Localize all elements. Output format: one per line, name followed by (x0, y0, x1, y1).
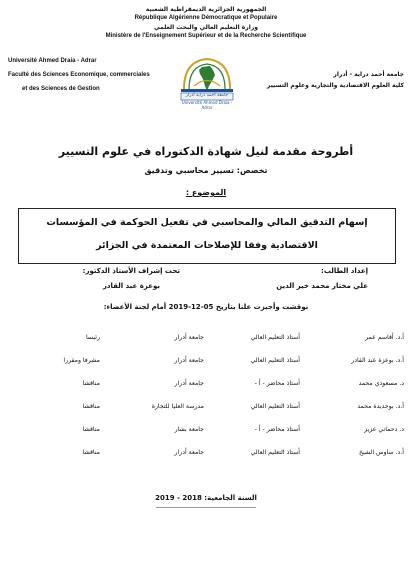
jury-row (0, 334, 412, 346)
jury-member-rank: أستاذ التعليم العالي (250, 403, 300, 410)
jury-member-institution: جامعة أدرار (174, 357, 204, 364)
jury-member-name: أ.د. ساوس الشيخ (359, 449, 404, 456)
jury-member-rank: أستاذ التعليم العالي (250, 449, 300, 456)
thesis-title: أطروحة مقدمة لنيل شهادة الدكتوراه في علوم التسيير (58, 145, 354, 158)
jury-member-rank: أستاذ محاضر - أ - (254, 380, 300, 387)
supervisor-name: بوعزة عبد القادر (102, 282, 160, 290)
jury-member-role: مناقشا (82, 403, 100, 410)
jury-member-role: مشرفا ومقررا (63, 357, 100, 364)
jury-member-institution: جامعة أدرار (174, 334, 204, 341)
jury-member-rank: أستاذ محاضر - أ - (254, 426, 300, 433)
faculty-fr-line1: Faculté des Sciences Economique, commerciales (8, 72, 150, 78)
jury-member-role: رئيسا (86, 334, 100, 341)
jury-member-rank: أستاذ التعليم العالي (250, 357, 300, 364)
student-name: علي مختار محمد خير الدين (276, 282, 368, 290)
jury-member-name: د. دحماني عزيز (364, 426, 404, 433)
jury-member-institution: جامعة أدرار (174, 380, 204, 387)
jury-row (0, 449, 412, 461)
academic-year-value: 2018 - 2019 (155, 494, 202, 502)
jury-member-rank: أستاذ التعليم العالي (250, 334, 300, 341)
jury-member-institution: جامعة أدرار (174, 449, 204, 456)
faculty-ar: كلية العلوم الاقتصادية والتجارية وعلوم التسيير (266, 82, 404, 89)
jury-row (0, 357, 412, 369)
defense-date-line: نوقشت وأجيزت علنا بتاريخ 05-12-2019 أمام لجنة الأعضاء: (103, 303, 309, 311)
university-ar: جامعة أحمد دراية - أدرار (333, 71, 404, 78)
university-fr: Université Ahmed Draia - Adrar (8, 58, 97, 64)
jury-member-name: أ.د. بوحديدة محمد (357, 403, 404, 410)
university-logo (176, 53, 238, 109)
jury-member-role: مناقشا (82, 426, 100, 433)
republic-ar: الجمهورية الجزائرية الديمقراطية الشعبية (145, 6, 267, 13)
jury-row (0, 380, 412, 392)
supervisor-label: تحت إشراف الأستاذ الدكتور: (82, 267, 180, 275)
student-label: إعداد الطالب: (321, 267, 368, 275)
subject-line-1: إسهام التدقيق المالي والمحاسبي في تفعيل الحوكمة في المؤسسات (46, 217, 368, 228)
jury-member-role: مناقشا (82, 449, 100, 456)
footer-divider (156, 507, 256, 508)
jury-member-name: أ.د. أقاسم عمر (365, 334, 404, 341)
academic-year-label: السنة الجامعية: (204, 494, 257, 502)
ministry-ar: وزارة التعليم العالي والبحث العلمي (153, 24, 258, 31)
jury-member-institution: مدرسة العليا للتجارة (151, 403, 204, 410)
jury-member-name: د. مسعودي محمد (358, 380, 404, 387)
thesis-specialty: تخصص: تسيير محاسبي وتدقيق (144, 166, 268, 175)
academic-year (0, 494, 412, 502)
republic-fr: République Algérienne Démocratique et Populaire (134, 15, 278, 21)
logo-text-ar: جامعة أحمد دراية أدرار (185, 93, 229, 98)
jury-row (0, 426, 412, 438)
jury-row (0, 403, 412, 415)
subject-label: الموضوع : (185, 188, 227, 197)
jury-member-role: مناقشا (82, 380, 100, 387)
jury-member-name: أ.د. بوعزة عبد القادر (351, 357, 404, 364)
subject-line-2: الاقتصادية وفقا للإصلاحات المعتمدة في الجزائر (96, 240, 318, 251)
ministry-fr: Ministère de l'Enseignement Supérieur et de la Recherche Scientifique (105, 33, 307, 39)
logo-text-fr: Université Ahmed Draia - Adrar (181, 100, 233, 110)
faculty-fr-line2: et des Sciences de Gestion (22, 86, 100, 92)
jury-member-institution: جامعة بشار (174, 426, 204, 433)
subject-box (18, 208, 396, 264)
